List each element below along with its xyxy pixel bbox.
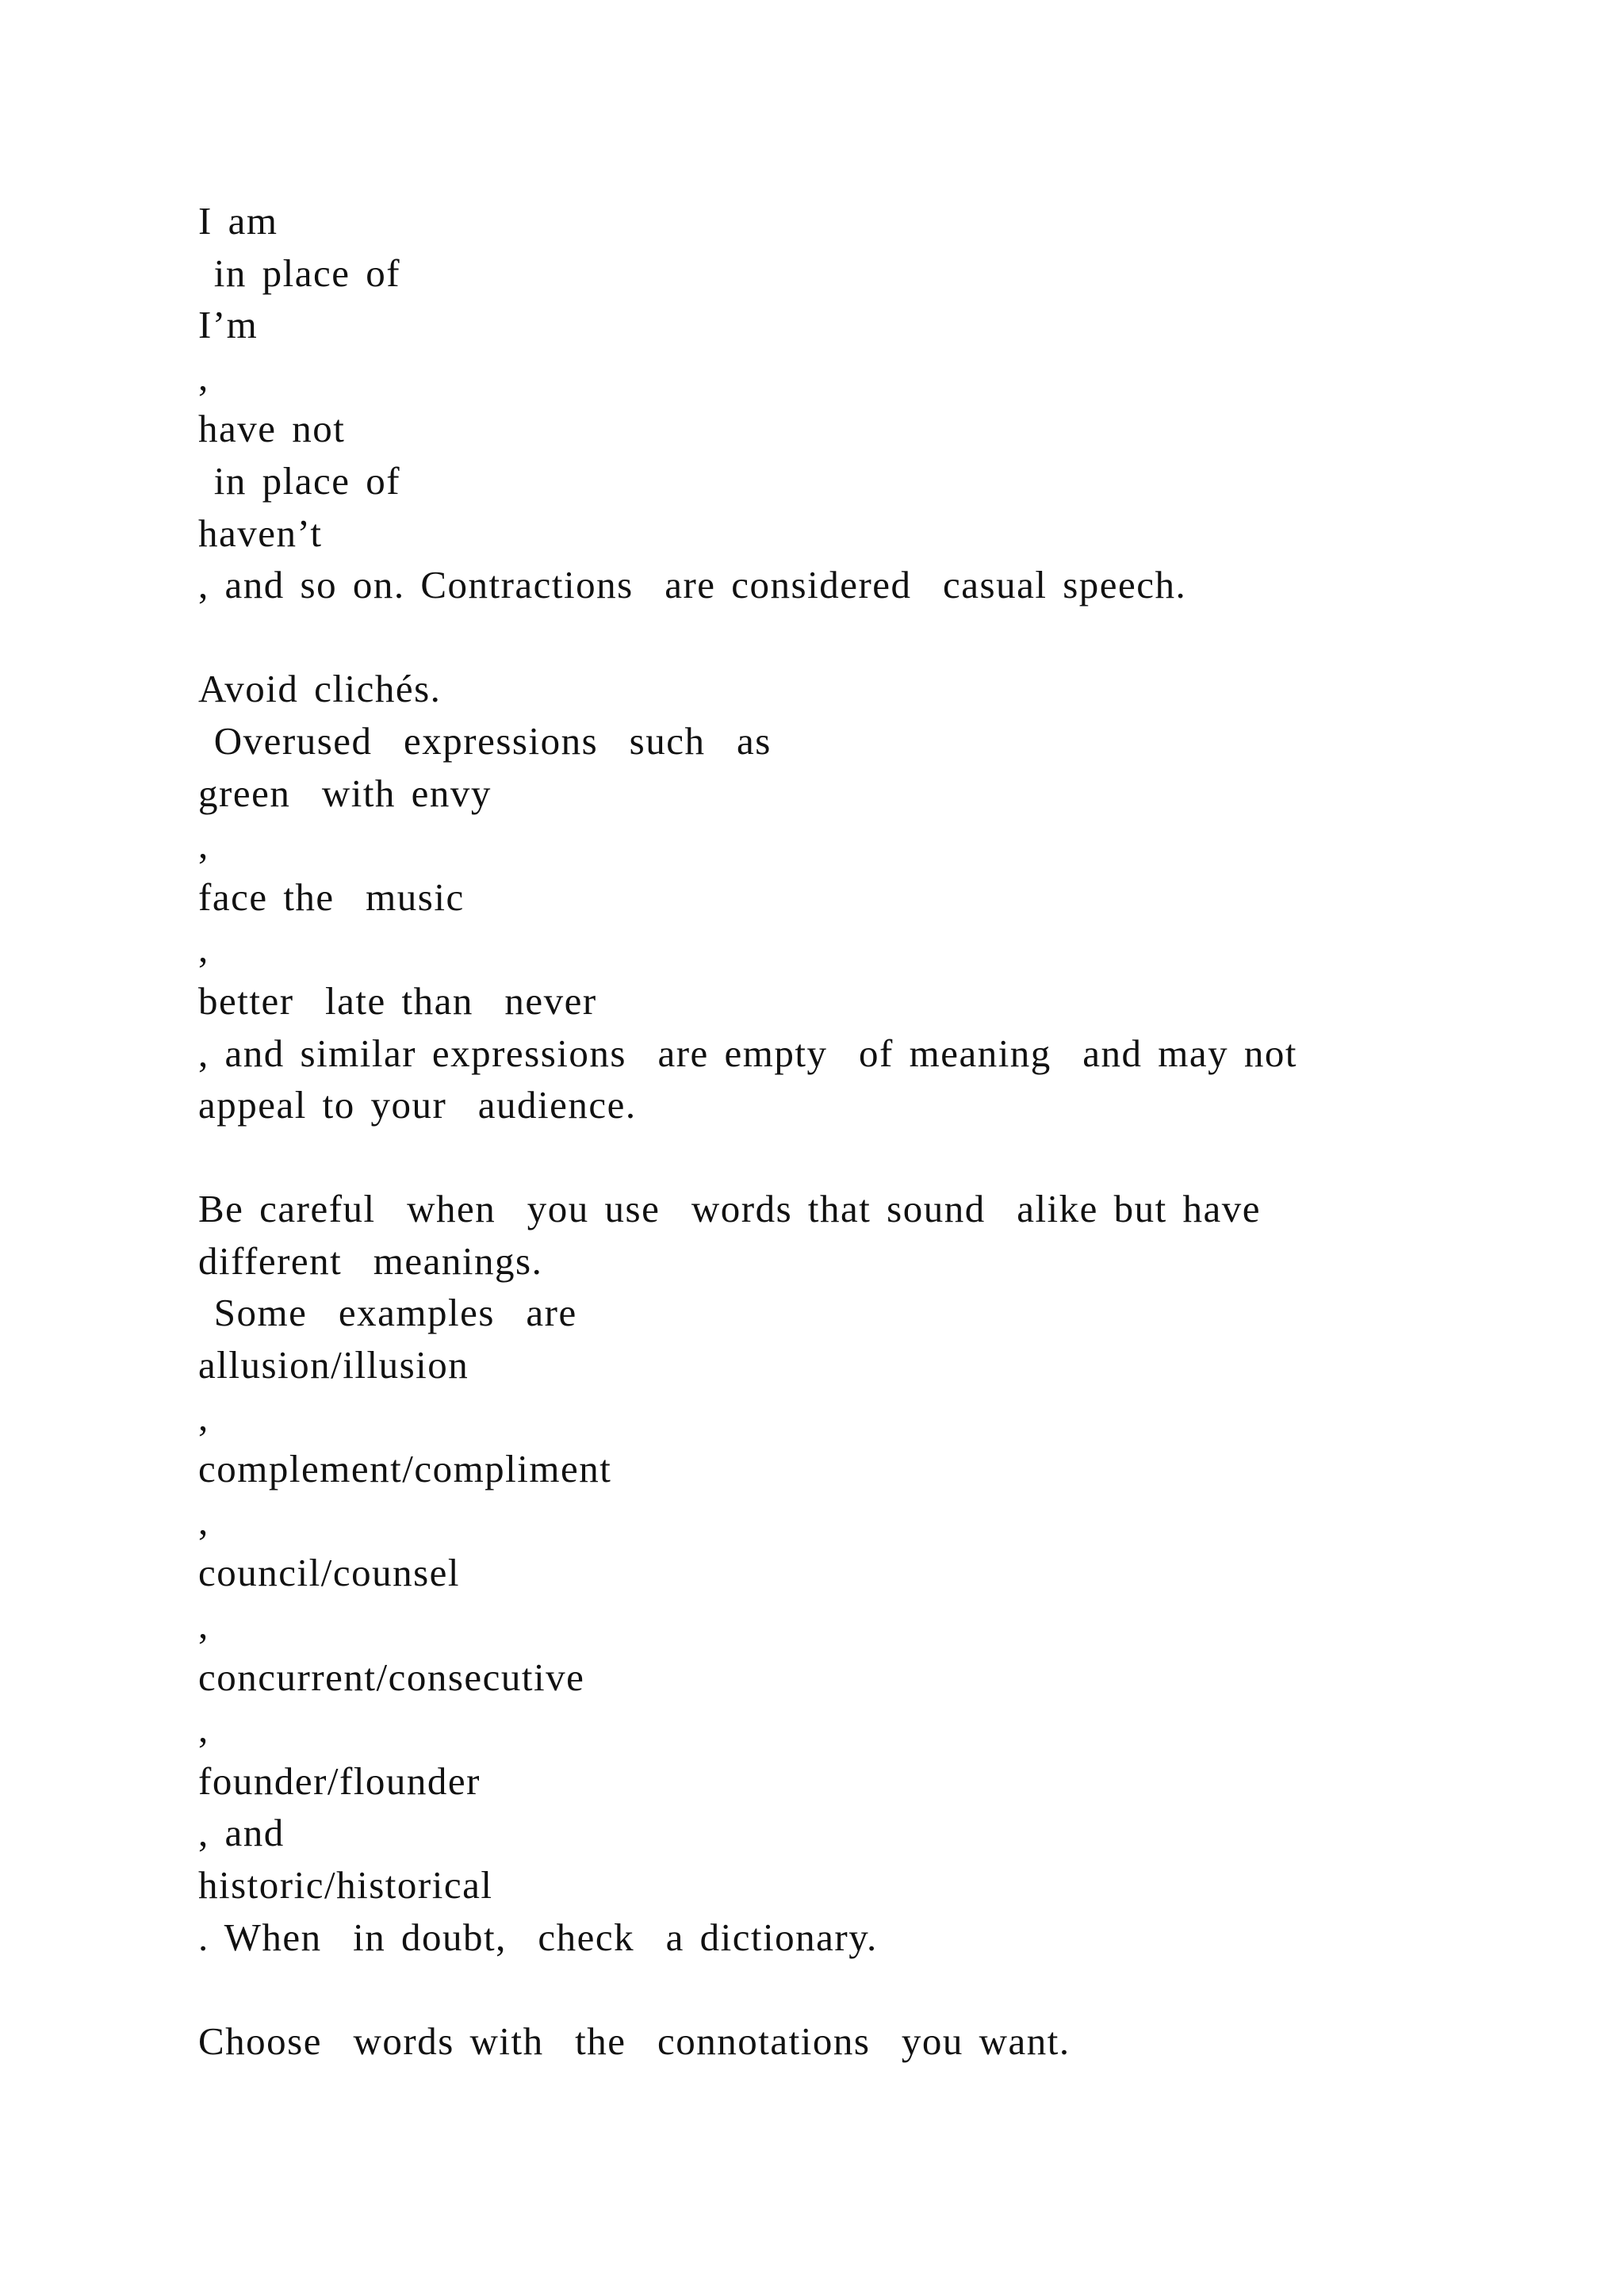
text-line: different meanings. [198, 1238, 543, 1283]
text-line: historic/historical [198, 1863, 493, 1907]
text-line: founder/flounder [198, 1758, 481, 1803]
text-line: have not [198, 407, 346, 451]
text-line: appeal to your audience. [198, 1083, 637, 1127]
text-line: better late than never [198, 978, 597, 1023]
text-line: Some examples are [198, 1291, 577, 1335]
text-line: Avoid clichés. [198, 667, 442, 711]
text-line: , [198, 1707, 209, 1751]
text-line: , [198, 1603, 209, 1647]
paragraph-gap [198, 1963, 1467, 2015]
text-line: . When in doubt, check a dictionary. [198, 1915, 878, 1959]
text-line: Be careful when you use words that sound alike but have [198, 1187, 1262, 1231]
text-line: face the music [198, 874, 465, 919]
text-line: council/counsel [198, 1551, 461, 1595]
paragraph-cliches [198, 663, 1467, 1131]
text-line: , [198, 354, 209, 399]
paragraph-contractions [198, 195, 1467, 611]
text-line: , [198, 1498, 209, 1543]
paragraph-gap [198, 611, 1467, 664]
text-line: , and so on. Contractions are considered casual speech. [198, 563, 1187, 607]
text-line: concurrent/consecutive [198, 1655, 585, 1699]
text-line: I’m [198, 303, 259, 347]
text-line: I am [198, 199, 278, 243]
text-line: haven’t [198, 511, 323, 555]
text-line: , [198, 1395, 209, 1439]
text-line: Overused expressions such as [198, 718, 772, 763]
text-line: Choose words with the connotations you want. [198, 2019, 1071, 2063]
text-line: green with envy [198, 771, 492, 815]
document-body [198, 195, 1467, 2067]
text-line: , and similar expressions are empty of meaning and may not [198, 1031, 1298, 1075]
text-line: , [198, 927, 209, 971]
paragraph-connotations [198, 2015, 1467, 2068]
text-line: , and [198, 1811, 285, 1855]
text-line: allusion/illusion [198, 1343, 469, 1387]
paragraph-gap [198, 1131, 1467, 1184]
text-line: in place of [198, 251, 401, 295]
text-line: , [198, 823, 209, 867]
paragraph-homophones [198, 1183, 1467, 1963]
text-line: in place of [198, 458, 401, 503]
text-line: complement/compliment [198, 1447, 612, 1491]
